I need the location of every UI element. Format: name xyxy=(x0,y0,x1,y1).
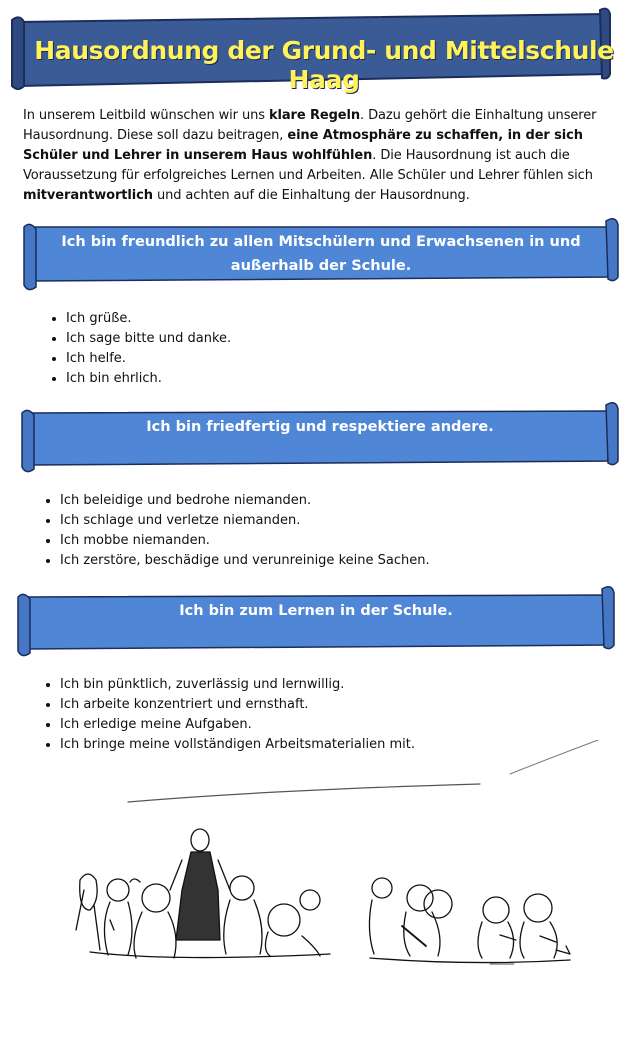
title-banner xyxy=(10,8,628,94)
section-heading-3: Ich bin zum Lernen in der Schule. xyxy=(179,603,453,619)
section-banner-2 xyxy=(20,403,620,473)
list-item: • Ich erledige meine Aufgaben. xyxy=(60,715,415,735)
scroll-shape xyxy=(20,403,620,473)
list-item: • Ich arbeite konzentriert und ernsthaft. xyxy=(60,695,415,715)
list-item: • Ich helfe. xyxy=(66,349,231,369)
list-item: • Ich mobbe niemanden. xyxy=(60,531,430,551)
list-item: • Ich grüße. xyxy=(66,309,231,329)
rule-list-2 xyxy=(38,491,430,571)
page-title: Hausordnung der Grund- und Mittelschule Haag xyxy=(34,36,614,94)
intro-text-4: und achten auf die Einhaltung der Hausordnung. xyxy=(152,188,470,203)
intro-bold-1: klare Regeln xyxy=(268,108,361,123)
intro-text-1: In unserem Leitbild wünschen wir uns xyxy=(23,108,269,123)
intro-text-2: . Dazu gehört die Einhaltung unserer Hausordnung. Diese soll dazu beitragen, xyxy=(23,108,597,143)
intro-text-3: . Die Hausordnung ist auch die Voraussetzung für erfolgreiches Lernen und Arbeiten. Alle Schüler und Lehrer fühlen sich xyxy=(23,148,593,183)
list-item: • Ich sage bitte und danke. xyxy=(66,329,231,349)
intro-paragraph xyxy=(23,106,608,206)
list-item: • Ich bringe meine vollständigen Arbeitsmaterialien mit. xyxy=(60,735,415,755)
section-heading-2: Ich bin friedfertig und respektiere andere. xyxy=(146,419,494,435)
intro-bold-3: mitverantwortlich xyxy=(23,188,153,203)
rule-list-1 xyxy=(44,309,231,389)
section-banner-1 xyxy=(22,217,620,289)
intro-bold-2: eine Atmosphäre zu schaffen, in der sich Schüler und Lehrer in unserem Haus wohlfühlen xyxy=(23,128,583,163)
list-item: • Ich bin ehrlich. xyxy=(66,369,231,389)
classroom-sketch-illustration xyxy=(70,740,610,980)
list-item: • Ich zerstöre, beschädige und verunreinige keine Sachen. xyxy=(60,551,430,571)
list-item: • Ich schlage und verletze niemanden. xyxy=(60,511,430,531)
scroll-shape xyxy=(16,587,616,657)
section-heading-1: Ich bin freundlich zu allen Mitschülern und Erwachsenen in und außerhalb der Schule. xyxy=(61,234,581,274)
list-item: • Ich bin pünktlich, zuverlässig und lernwillig. xyxy=(60,675,415,695)
list-item: • Ich beleidige und bedrohe niemanden. xyxy=(60,491,430,511)
section-banner-3 xyxy=(16,587,616,657)
